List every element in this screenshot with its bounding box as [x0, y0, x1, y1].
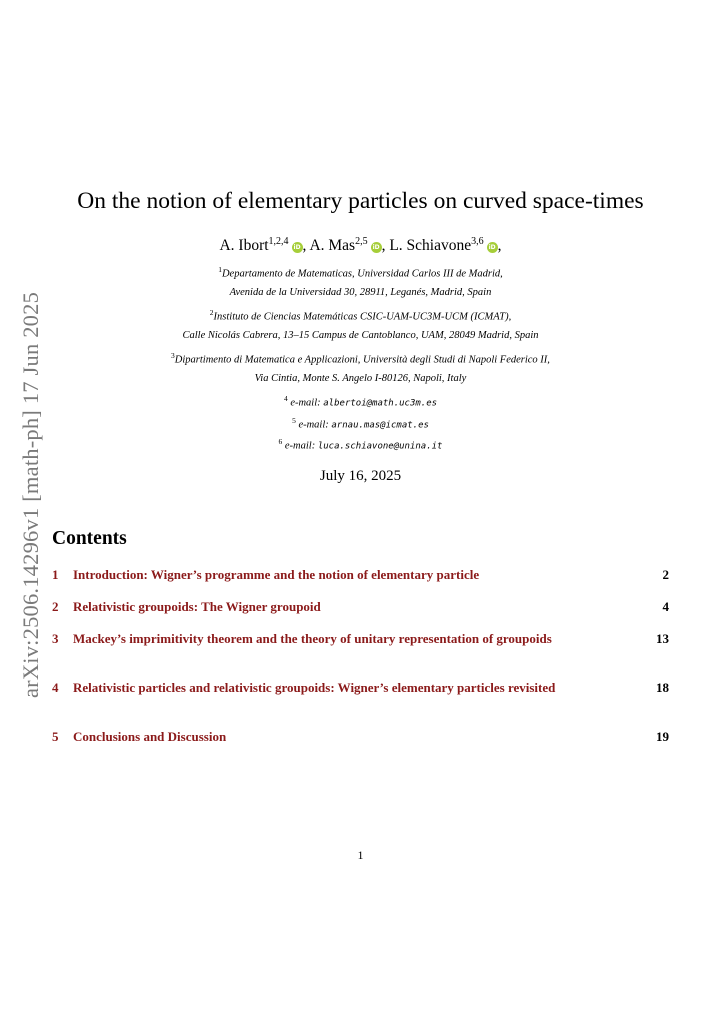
- author-affiliation-marker: 1,2,4: [268, 236, 289, 247]
- orcid-icon[interactable]: iD: [293, 244, 301, 252]
- email-marker: 4: [283, 394, 288, 403]
- author-name: A. Mas: [309, 237, 356, 255]
- toc-number: 4: [52, 680, 59, 695]
- author-name: A. Ibort: [219, 237, 269, 255]
- toc-page[interactable]: 13: [656, 631, 669, 646]
- toc-page[interactable]: 18: [656, 680, 669, 695]
- toc-entry[interactable]: [52, 566, 669, 583]
- toc-title[interactable]: Relativistic groupoids: The Wigner groupoid: [73, 599, 321, 614]
- affiliation-line: [0, 373, 721, 384]
- affiliation-line: [0, 308, 721, 323]
- toc-title[interactable]: Introduction: Wigner’s programme and the notion of elementary particle: [73, 567, 480, 582]
- contents-heading: Contents: [52, 528, 127, 549]
- paper-title: On the notion of elementary particles on curved space-times: [77, 188, 644, 214]
- email-marker: 6: [278, 437, 283, 446]
- author-name: L. Schiavone: [389, 237, 472, 255]
- toc-entry[interactable]: [52, 679, 669, 696]
- orcid-icon[interactable]: iD: [372, 244, 380, 252]
- email-address[interactable]: albertoi@math.uc3m.es: [323, 398, 438, 409]
- affiliation-text: Via Cintia, Monte S. Angelo I-80126, Napoli, Italy: [254, 373, 467, 384]
- affiliation-line: [0, 287, 721, 298]
- orcid-icon[interactable]: iD: [488, 244, 496, 252]
- affiliation-marker: 2: [209, 308, 214, 317]
- toc-entry[interactable]: [52, 728, 669, 745]
- toc-number: 1: [52, 567, 59, 582]
- email-label: e-mail:: [298, 419, 329, 431]
- paper-date: July 16, 2025: [319, 468, 402, 484]
- toc-page[interactable]: 19: [656, 729, 669, 744]
- toc-number: 5: [52, 729, 59, 744]
- email-address[interactable]: arnau.mas@icmat.es: [331, 420, 429, 431]
- email-label: e-mail:: [290, 397, 321, 409]
- affiliation-marker: 3: [171, 351, 175, 360]
- affiliation-text: Calle Nicolás Cabrera, 13–15 Campus de Cantoblanco, UAM, 28049 Madrid, Spain: [182, 330, 539, 341]
- affiliation-line: [0, 351, 721, 366]
- author-affiliation-marker: 3,6: [471, 236, 484, 247]
- affiliation-text: Instituto de Ciencias Matemáticas CSIC-UAM-UC3M-UCM (ICMAT),: [213, 311, 512, 323]
- email-label: e-mail:: [284, 440, 316, 452]
- toc-number: 2: [52, 599, 59, 614]
- email-marker: 5: [292, 416, 296, 425]
- toc-title[interactable]: Relativistic particles and relativistic groupoids: Wigner’s elementary particles revisited: [73, 680, 556, 695]
- toc-number: 3: [52, 631, 59, 646]
- email-line: [0, 437, 721, 452]
- toc-entry[interactable]: [52, 598, 669, 615]
- email-line: [0, 394, 721, 409]
- affiliation-marker: 1: [218, 265, 222, 274]
- toc-entry[interactable]: [52, 630, 669, 647]
- toc-page[interactable]: 4: [662, 599, 669, 614]
- arxiv-identifier: arXiv:2506.14296v1 [math-ph] 17 Jun 2025: [18, 291, 43, 699]
- toc-page[interactable]: 2: [662, 567, 669, 582]
- affiliation-text: Departamento de Matematicas, Universidad Carlos III de Madrid,: [221, 268, 503, 280]
- affiliation-line: [0, 330, 721, 341]
- email-address[interactable]: luca.schiavone@unina.it: [317, 441, 443, 452]
- author-affiliation-marker: 2,5: [355, 236, 368, 247]
- affiliation-line: [0, 265, 721, 280]
- affiliation-text: Dipartimento di Matematica e Applicazioni, Università degli Studi di Napoli Federico II,: [174, 354, 550, 366]
- affiliation-text: Avenida de la Universidad 30, 28911, Leganés, Madrid, Spain: [229, 287, 492, 298]
- toc-title[interactable]: Mackey’s imprimitivity theorem and the theory of unitary representation of groupoids: [73, 631, 552, 646]
- toc-title[interactable]: Conclusions and Discussion: [73, 729, 227, 744]
- email-line: [0, 416, 721, 431]
- author-list: A. Ibort$^{1,2,4}$iD , A. Mas$^{2,5}$iD , L. Schiavone$^{3,6}$iD ,: [219, 236, 502, 255]
- page-number: 1: [357, 848, 364, 862]
